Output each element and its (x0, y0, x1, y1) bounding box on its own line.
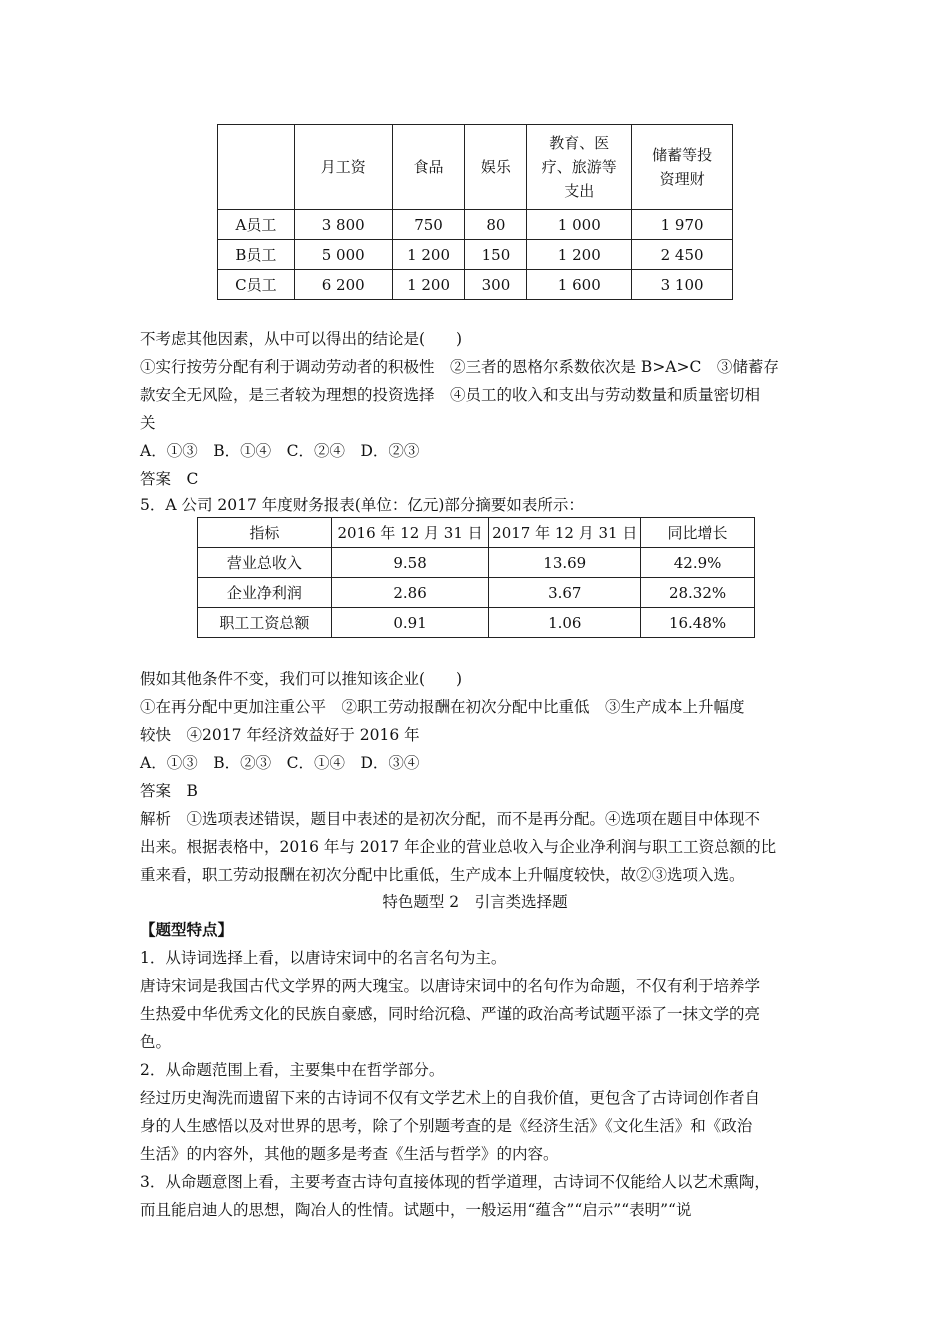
table-cell: 2 450 (632, 240, 733, 270)
feature-line: 2．从命题范围上看，主要集中在哲学部分。 (140, 1061, 445, 1079)
feature-line: 生活》的内容外，其他的题多是考查《生活与哲学》的内容。 (140, 1145, 559, 1163)
q5-analysis-line: 出来。根据表格中，2016 年与 2017 年企业的营业总收入与企业净利润与职工工资总额的比 (140, 838, 777, 856)
table-cell: 1 970 (632, 210, 733, 240)
table-cell: 2.86 (331, 578, 489, 608)
table-cell: 0.91 (331, 608, 489, 638)
table-cell: 1 000 (527, 210, 632, 240)
table-cell: 3.67 (489, 578, 641, 608)
feature-line: 身的人生感悟以及对世界的思考，除了个别题考查的是《经济生活》《文化生活》和《政治 (140, 1117, 753, 1135)
table-cell: 300 (465, 270, 527, 300)
q4-options-line: 款安全无风险，是三者较为理想的投资选择 ④员工的收入和支出与劳动数量和质量密切相 (140, 386, 761, 404)
table-cell: 营业总收入 (198, 548, 332, 578)
table-header-cell (218, 125, 295, 210)
table-header-cell: 指标 (198, 518, 332, 548)
table-cell: 80 (465, 210, 527, 240)
q5-analysis-line: 解析 ①选项表述错误，题目中表述的是初次分配，而不是再分配。④选项在题目中体现不 (140, 810, 761, 828)
q4-options-line: 关 (140, 414, 156, 432)
table-cell: 750 (392, 210, 465, 240)
table-row (218, 270, 733, 300)
table-cell: 职工工资总额 (198, 608, 332, 638)
table-header-cell: 食品 (392, 125, 465, 210)
table-cell: 3 800 (294, 210, 392, 240)
q5-question: 假如其他条件不变，我们可以推知该企业( ) (140, 670, 463, 688)
q4-answer: 答案 C (140, 470, 199, 488)
table-header-cell: 储蓄等投 资理财 (632, 125, 733, 210)
q4-stem: 不考虑其他因素，从中可以得出的结论是( ) (140, 330, 463, 348)
table-cell: B员工 (218, 240, 295, 270)
table-row (218, 240, 733, 270)
table-header-cell: 月工资 (294, 125, 392, 210)
table-row (198, 548, 755, 578)
feature-line: 1．从诗词选择上看，以唐诗宋词中的名言名句为主。 (140, 949, 507, 967)
feature-line: 唐诗宋词是我国古代文学界的两大瑰宝。以唐诗宋词中的名句作为命题，不仅有利于培养学 (140, 977, 761, 995)
table-row (198, 578, 755, 608)
employee-income-table (217, 124, 733, 300)
table-row (198, 608, 755, 638)
q4-options-line: ①实行按劳分配有利于调动劳动者的积极性 ②三者的恩格尔系数依次是 B>A>C ③储蓄存 (140, 358, 779, 376)
table-cell: 1 200 (392, 240, 465, 270)
table-cell: C员工 (218, 270, 295, 300)
table-header-cell: 娱乐 (465, 125, 527, 210)
feature-line: 经过历史淘洗而遗留下来的古诗词不仅有文学艺术上的自我价值，更包含了古诗词创作者自 (140, 1089, 761, 1107)
table-header-row (198, 518, 755, 548)
table-header-row (218, 125, 733, 210)
table-cell: 1.06 (489, 608, 641, 638)
table-cell: 13.69 (489, 548, 641, 578)
table-header-cell: 同比增长 (641, 518, 755, 548)
q5-options-line: ①在再分配中更加注重公平 ②职工劳动报酬在初次分配中比重低 ③生产成本上升幅度 (140, 698, 745, 716)
table-cell: 3 100 (632, 270, 733, 300)
q5-answer: 答案 B (140, 782, 198, 800)
table-header-cell: 2016 年 12 月 31 日 (331, 518, 489, 548)
feature-line: 而且能启迪人的思想，陶冶人的性情。试题中，一般运用“蕴含”“启示”“表明”“说 (140, 1201, 692, 1219)
feature-line: 色。 (140, 1033, 172, 1051)
section-title: 特色题型 2 引言类选择题 (382, 893, 568, 911)
table-cell: 6 200 (294, 270, 392, 300)
feature-line: 3．从命题意图上看，主要考查古诗句直接体现的哲学道理，古诗词不仅能给人以艺术熏陶， (140, 1173, 770, 1191)
table-header-cell: 2017 年 12 月 31 日 (489, 518, 641, 548)
table-row (218, 210, 733, 240)
financial-report-table (197, 517, 755, 638)
table-cell: 企业净利润 (198, 578, 332, 608)
q5-options-line: 较快 ④2017 年经济效益好于 2016 年 (140, 726, 420, 744)
table-cell: 150 (465, 240, 527, 270)
q4-choices: A．①③ B．①④ C．②④ D．②③ (140, 442, 420, 460)
table-cell: 1 200 (392, 270, 465, 300)
table-cell: 1 600 (527, 270, 632, 300)
table-cell: A员工 (218, 210, 295, 240)
table-cell: 5 000 (294, 240, 392, 270)
table-cell: 9.58 (331, 548, 489, 578)
q5-analysis-line: 重来看，职工劳动报酬在初次分配中比重低，生产成本上升幅度较快，故②③选项入选。 (140, 866, 745, 884)
table-cell: 42.9% (641, 548, 755, 578)
table-cell: 28.32% (641, 578, 755, 608)
q5-stem: 5．A 公司 2017 年度财务报表(单位：亿元)部分摘要如表所示： (140, 496, 584, 514)
table-header-cell: 教育、医 疗、旅游等 支出 (527, 125, 632, 210)
table-cell: 1 200 (527, 240, 632, 270)
table-cell: 16.48% (641, 608, 755, 638)
feature-line: 生热爱中华优秀文化的民族自豪感，同时给沉稳、严谨的政治高考试题平添了一抹文学的亮 (140, 1005, 761, 1023)
q5-choices: A．①③ B．②③ C．①④ D．③④ (140, 754, 420, 772)
feature-heading: 【题型特点】 (140, 920, 234, 939)
